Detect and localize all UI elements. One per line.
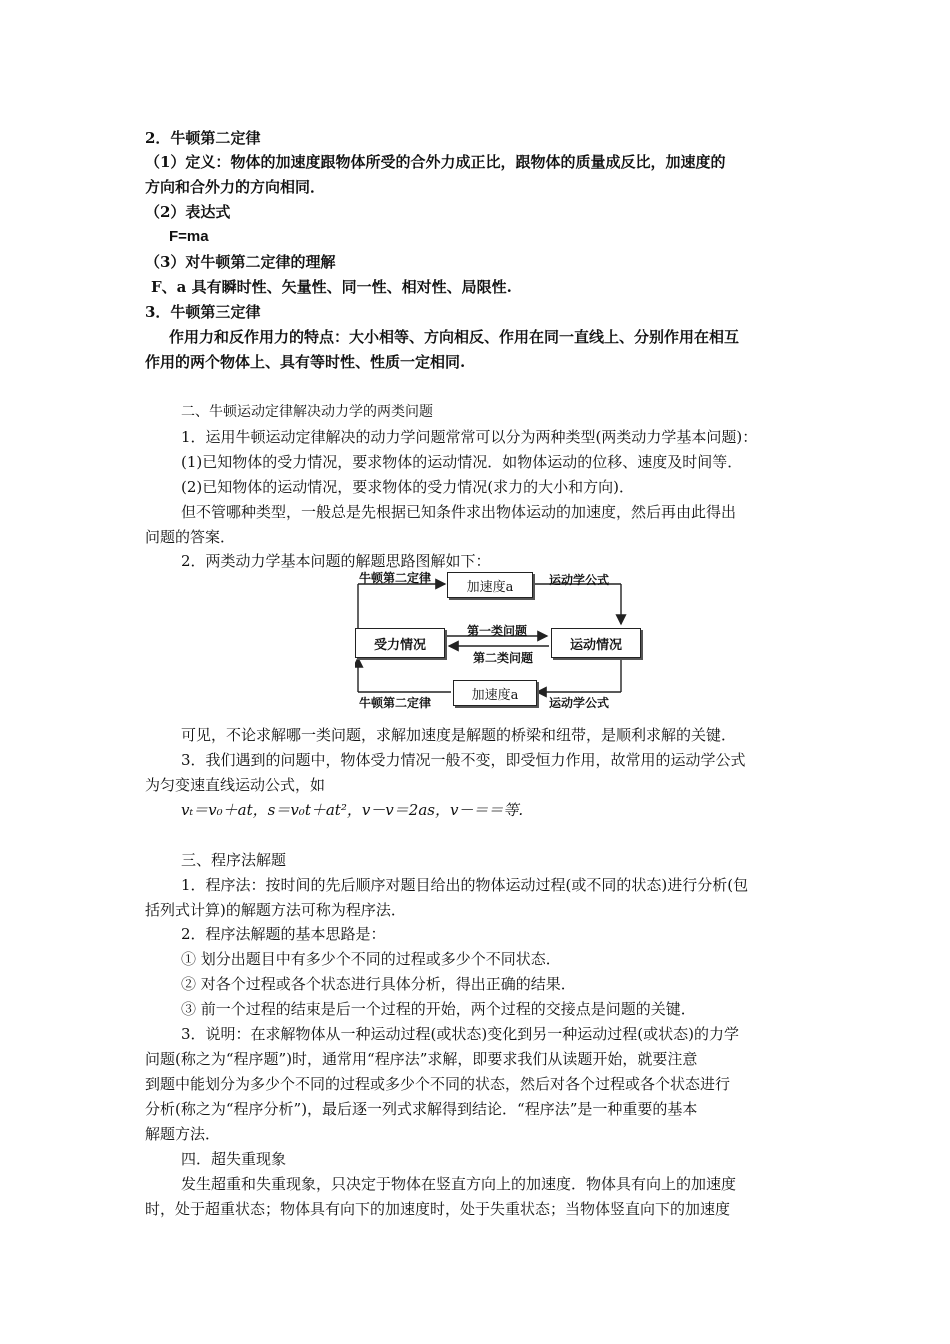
- diagram-bottom-acceleration-box: [453, 680, 537, 706]
- diagram-force-box: [355, 628, 445, 658]
- diagram-motion-box: [551, 628, 641, 658]
- diagram-motion-box-text: 运动情况: [569, 637, 622, 653]
- part2-p1b: (2)已知物体的运动情况，要求物体的受力情况(求力的大小和方向)．: [181, 478, 634, 496]
- diagram-first-problem-label: 第一类问题: [467, 624, 528, 638]
- diagram-bottom-left-label: 牛顿第二定律: [359, 696, 432, 710]
- part2-p2-line2: 问题的答案．: [145, 528, 236, 546]
- part3-p1-line1: 1．程序法：按时间的先后顺序对题目给出的物体运动过程(或不同的状态)进行分析(包: [181, 876, 749, 894]
- part3-p1-line2: 括列式计算)的解题方法可称为程序法．: [145, 901, 406, 919]
- diagram-force-box-text: 受力情况: [373, 637, 426, 653]
- sec2-understanding-title: （3）对牛顿第二定律的理解: [145, 253, 336, 271]
- sec2-expression-title: （2）表达式: [145, 203, 231, 221]
- diagram-bottom-right-label: 运动学公式: [549, 696, 610, 710]
- part3-p3-line1: 3．说明：在求解物体从一种运动过程(或状态)变化到另一种运动过程(或状态)的力学: [181, 1025, 739, 1043]
- sec2-understanding-text: F、a 具有瞬时性、矢量性、同一性、相对性、局限性.: [151, 278, 512, 296]
- part3-p3-line5: 解题方法．: [145, 1125, 221, 1143]
- diagram-second-problem-label: 第二类问题: [473, 651, 534, 665]
- diagram-top-acceleration-box: [447, 572, 533, 598]
- part3-item3: ③ 前一个过程的结束是后一个过程的开始，两个过程的交接点是问题的关键．: [181, 1000, 696, 1018]
- sec2-definition-line2: 方向和合外力的方向相同．: [145, 178, 326, 196]
- sec3-title: 3．牛顿第三定律: [145, 303, 261, 321]
- diagram-top-left-label: 牛顿第二定律: [359, 571, 432, 585]
- diagram-top-right-label: 运动学公式: [549, 573, 610, 587]
- diagram-bottom-box-text: 加速度a: [471, 687, 519, 703]
- part2-formulas: vₜ＝v₀＋at，s＝v₀t＋at²，v－v＝2as，v－＝＝等.: [181, 801, 524, 819]
- part3-p2: 2．程序法解题的基本思路是：: [181, 925, 386, 943]
- part3-item1: ① 划分出题目中有多少个不同的过程或多少个不同状态．: [181, 950, 561, 968]
- sec2-title: 2．牛顿第二定律: [145, 129, 261, 147]
- part3-heading: 三、程序法解题: [181, 851, 287, 869]
- part2-p4-line2: 为匀变速直线运动公式，如: [145, 776, 326, 794]
- part4-heading: 四．超失重现象: [181, 1150, 287, 1168]
- part2-after-diagram: 可见，不论求解哪一类问题，求解加速度是解题的桥梁和纽带，是顺利求解的关键．: [181, 726, 737, 744]
- sec3-line2: 作用的两个物体上、具有等时性、性质一定相同.: [145, 353, 466, 371]
- sec3-line1: 作用力和反作用力的特点：大小相等、方向相反、作用在同一直线上、分别作用在相互: [169, 328, 740, 346]
- part2-p2-line1: 但不管哪种类型，一般总是先根据已知条件求出物体运动的加速度，然后再由此得出: [181, 503, 737, 521]
- part3-item2: ② 对各个过程或各个状态进行具体分析，得出正确的结果．: [181, 975, 576, 993]
- part3-p3-line2: 问题(称之为“程序题”)时，通常用“程序法”求解，即要求我们从读题开始，就要注意: [145, 1050, 698, 1068]
- part3-p3-line3: 到题中能划分为多少个不同的过程或多少个不同的状态，然后对各个过程或各个状态进行: [145, 1075, 731, 1093]
- part2-p1a: (1)已知物体的受力情况，要求物体的运动情况．如物体运动的位移、速度及时间等．: [181, 453, 743, 471]
- part2-p4-line1: 3．我们遇到的问题中，物体受力情况一般不变，即受恒力作用，故常用的运动学公式: [181, 751, 746, 769]
- part4-line1: 发生超重和失重现象，只决定于物体在竖直方向上的加速度．物体具有向上的加速度: [181, 1175, 737, 1193]
- part2-p3: 2．两类动力学基本问题的解题思路图解如下：: [181, 552, 491, 570]
- sec2-formula: F=ma: [169, 228, 209, 245]
- part4-line2: 时，处于超重状态；物体具有向下的加速度时，处于失重状态；当物体竖直向下的加速度: [145, 1200, 731, 1218]
- part2-heading: 二、牛顿运动定律解决动力学的两类问题: [181, 404, 433, 420]
- part3-p3-line4: 分析(称之为“程序分析”)，最后逐一列式求解得到结论．“程序法”是一种重要的基本: [145, 1100, 698, 1118]
- sec2-definition-line1: （1）定义：物体的加速度跟物体所受的合外力成正比，跟物体的质量成反比，加速度的: [145, 153, 726, 171]
- diagram-top-box-text: 加速度a: [466, 579, 514, 595]
- part2-p1: 1．运用牛顿运动定律解决的动力学问题常常可以分为两种类型(两类动力学基本问题)：: [181, 428, 758, 446]
